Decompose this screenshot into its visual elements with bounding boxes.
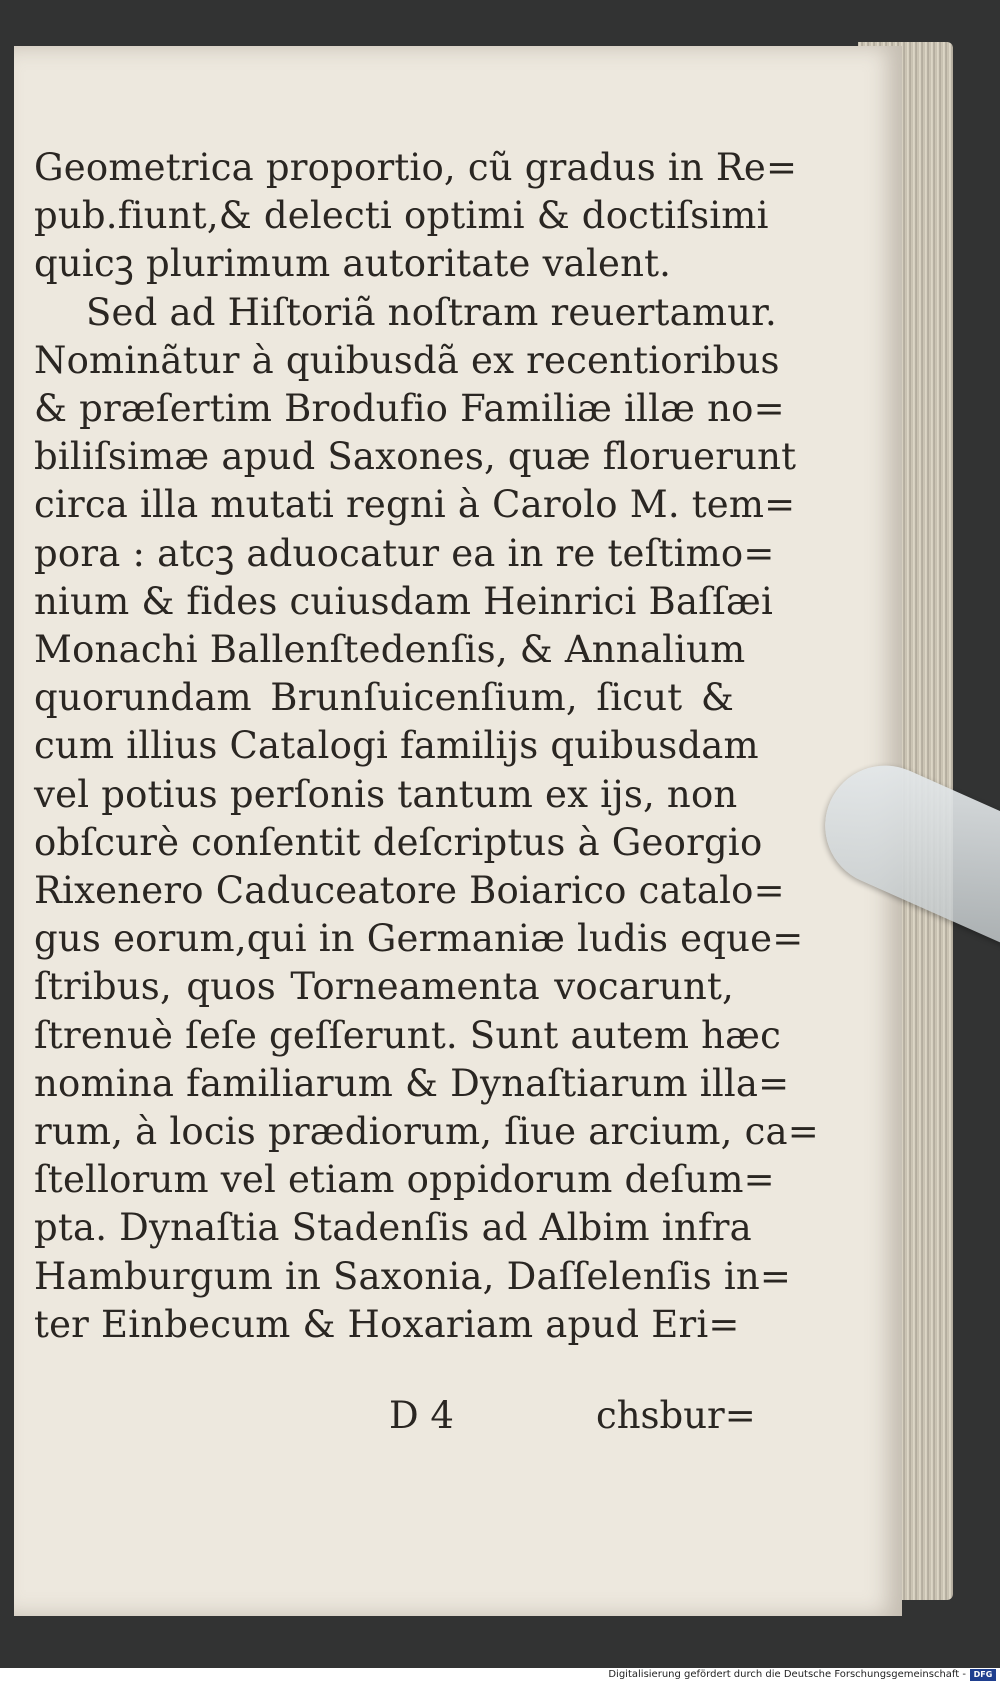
text-line: Sed ad Hiſtoriã noſtram reuertamur. bbox=[86, 290, 777, 334]
text-line: Rixenero Caduceatore Boiarico catalo= bbox=[34, 869, 785, 913]
book-page bbox=[14, 46, 902, 1616]
text-line: Monachi Ballenſtedenſis, & Annalium bbox=[34, 628, 746, 672]
text-line: Geometrica proportio, cũ gradus in Re= bbox=[34, 146, 798, 189]
signature-mark: D 4 bbox=[389, 1394, 454, 1437]
text-line: vel potius perſonis tantum ex ijs, non bbox=[34, 772, 738, 816]
text-line: nium & fides cuiusdam Heinrici Baſſæi bbox=[34, 579, 773, 623]
text-line: rum, à locis prædiorum, ſiue arcium, ca= bbox=[34, 1110, 819, 1154]
text-line: ter Einbecum & Hoxariam apud Eri= bbox=[34, 1302, 740, 1346]
dfg-logo-icon: DFG bbox=[970, 1669, 996, 1681]
page-footer bbox=[34, 1394, 756, 1444]
text-line: obſcurè conſentit deſcriptus à Georgio bbox=[34, 820, 763, 864]
text-line: gus eorum,qui in Germaniæ ludis eque= bbox=[34, 917, 804, 961]
text-line: nomina familiarum & Dynaſtiarum illa= bbox=[34, 1061, 790, 1105]
text-line: ſtribus, quos Torneamenta vocarunt, bbox=[34, 965, 734, 1009]
page-text bbox=[34, 144, 819, 1349]
text-line: biliſsimæ apud Saxones, quæ floruerunt bbox=[34, 435, 797, 479]
text-line: quicꝫ plurimum autoritate valent. bbox=[34, 242, 672, 286]
catchword: chsbur= bbox=[596, 1394, 756, 1437]
text-line: Nominãtur à quibusdã ex recentioribus bbox=[34, 338, 780, 382]
text-line: quorundam Brunſuicenſium, ſicut & bbox=[34, 676, 734, 720]
text-line: Hamburgum in Saxonia, Daſſelenſis in= bbox=[34, 1254, 792, 1298]
text-line: pub.fiunt,& delecti optimi & doctiſsimi bbox=[34, 194, 769, 238]
text-line: pora : atcꝫ aduocatur ea in re teſtimo= bbox=[34, 531, 775, 575]
dfg-credit-text: Digitalisierung gefördert durch die Deutsche Forschungsgemeinschaft - bbox=[608, 1669, 966, 1680]
text-line: ſtellorum vel etiam oppidorum deſum= bbox=[34, 1158, 775, 1202]
text-line: ſtrenuè ſeſe geſſerunt. Sunt autem hæc bbox=[34, 1013, 782, 1057]
text-line: circa illa mutati regni à Carolo M. tem= bbox=[34, 483, 796, 527]
text-line: cum illius Catalogi familijs quibusdam bbox=[34, 724, 759, 768]
text-line: & præſertim Brodufio Familiæ illæ no= bbox=[34, 387, 785, 431]
text-line: pta. Dynaſtia Stadenſis ad Albim infra bbox=[34, 1206, 752, 1250]
